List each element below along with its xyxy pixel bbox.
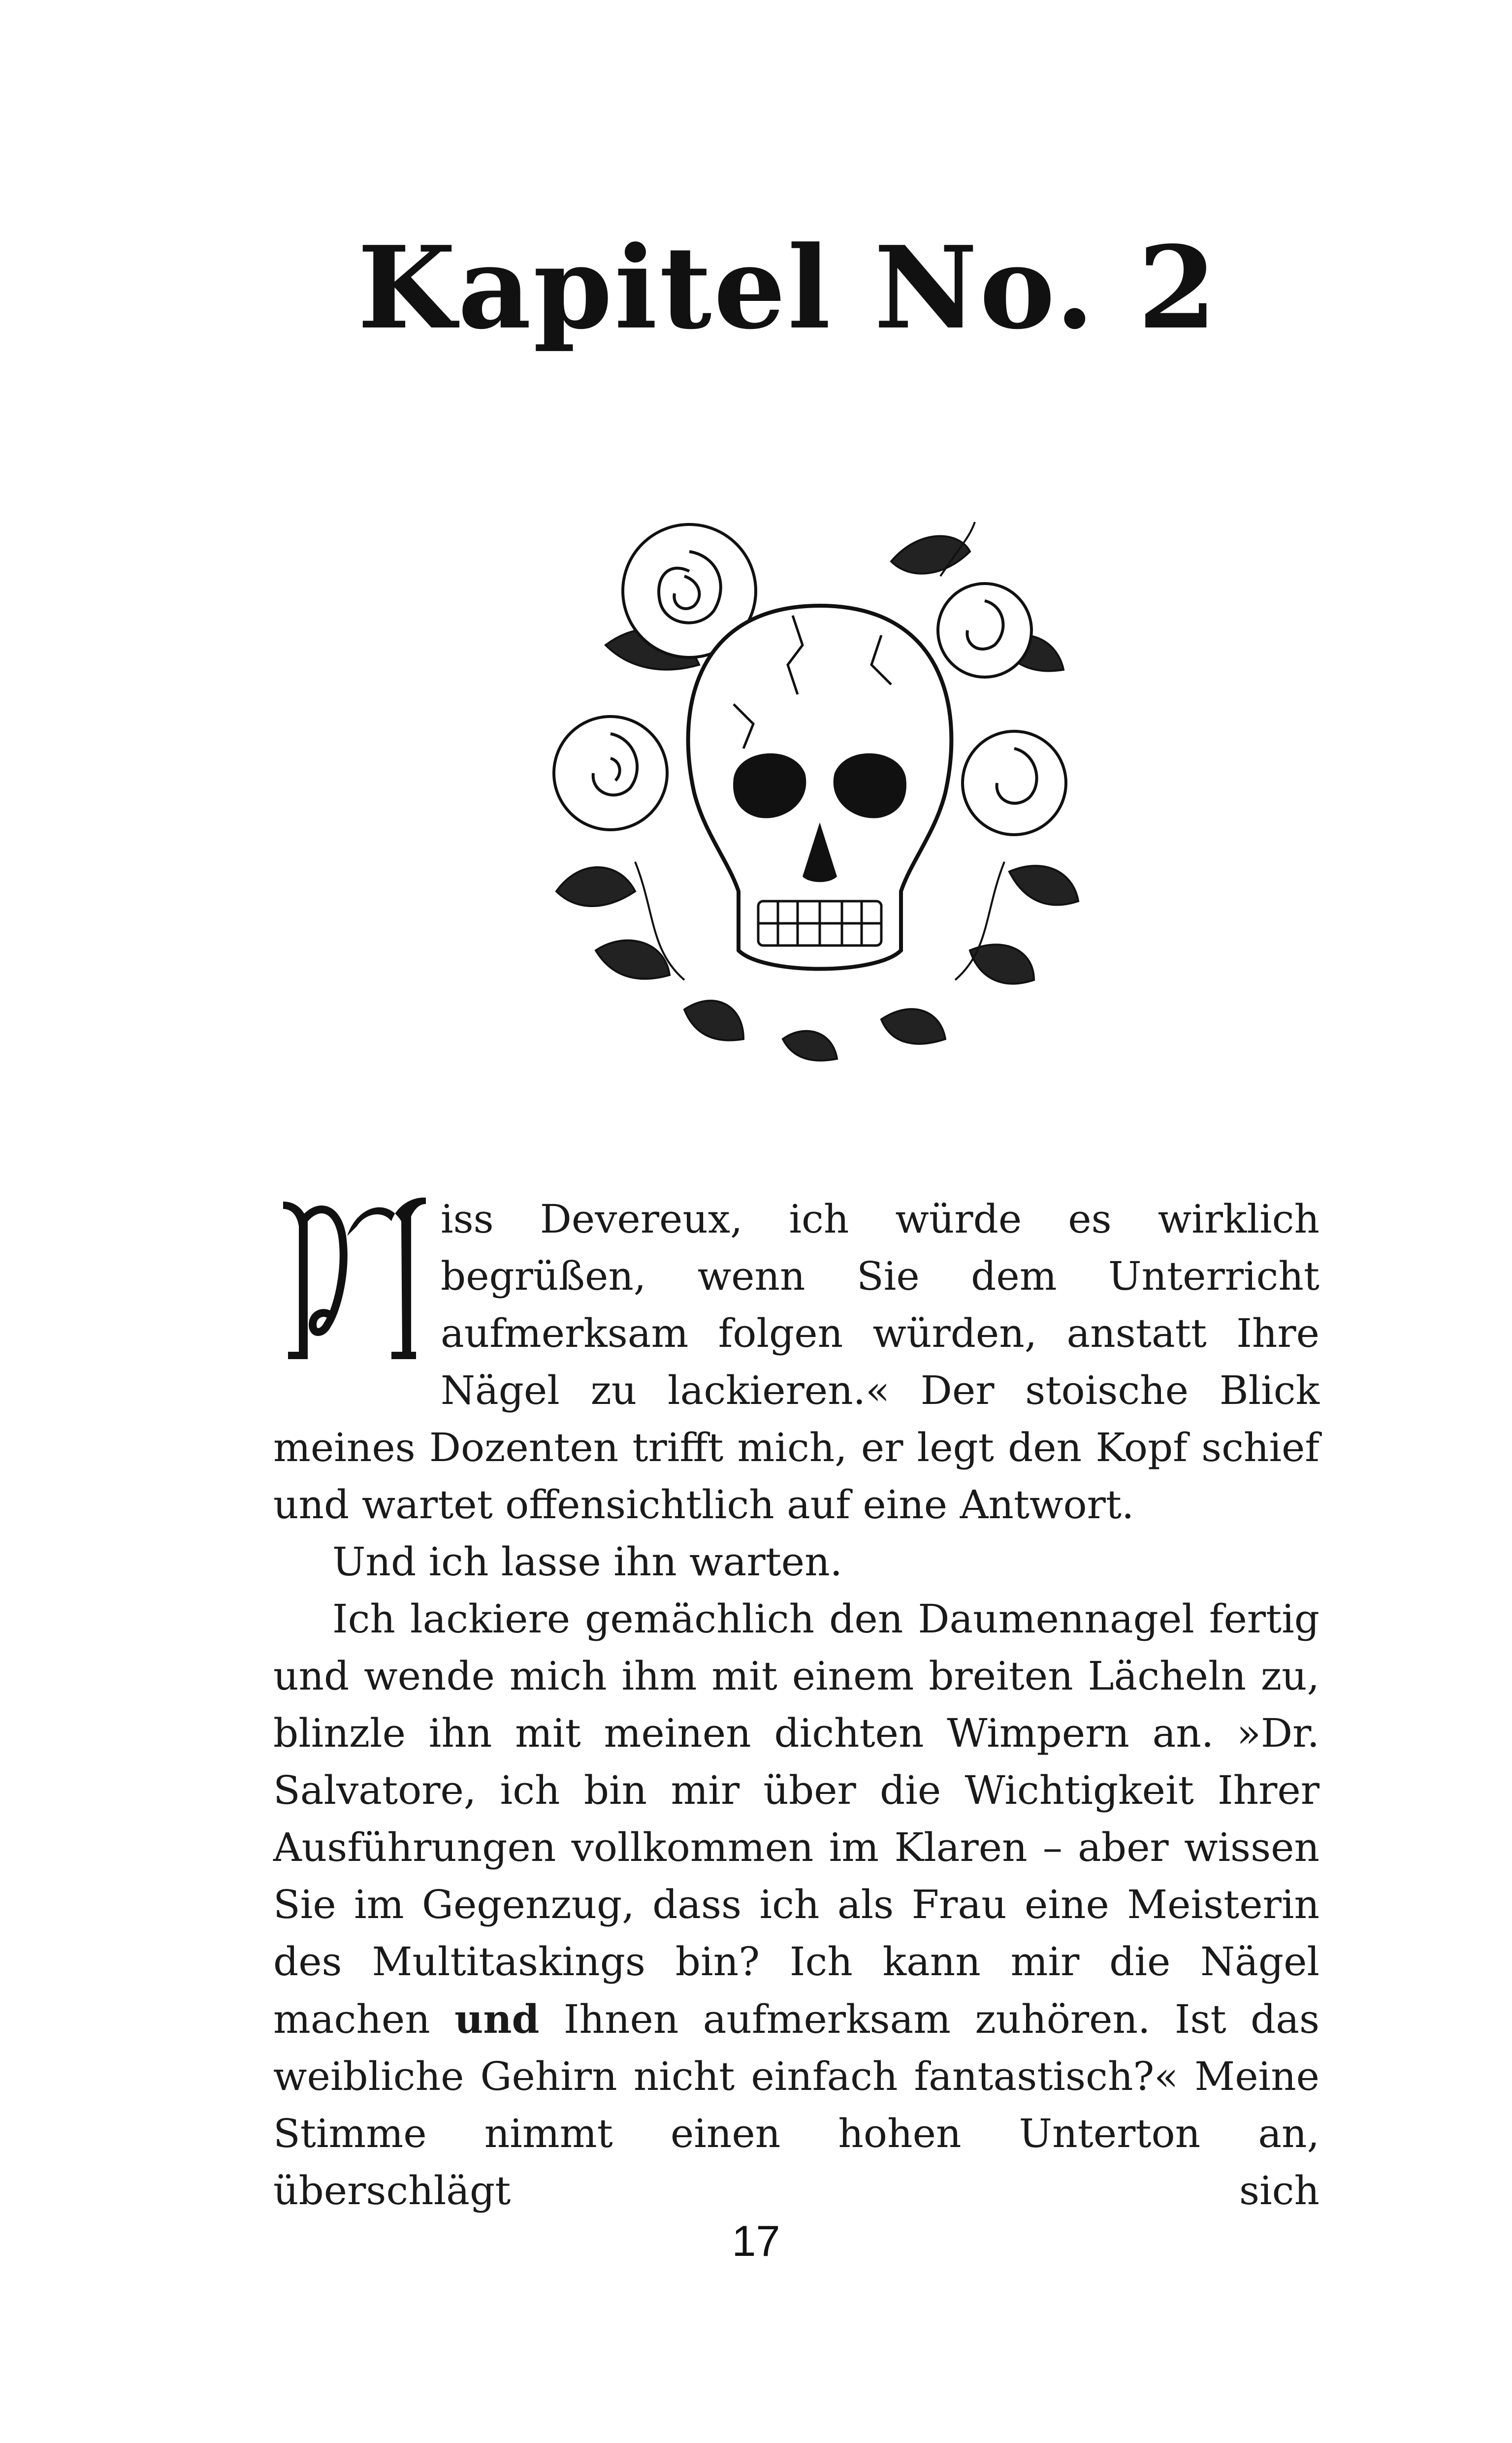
paragraph-3-text-b: Ihnen aufmerksam zuhören. Ist das weibliche Gehirn nicht einfach fantastisch?« Meine Stimme nimmt einen hohen Unterton an, überschlägt sich: [273, 1996, 1319, 2214]
chapter-body: [273, 1191, 1319, 2219]
dropcap-letter: [273, 1192, 431, 1369]
chapter-title: Kapitel No. 2: [357, 222, 1219, 355]
page-number: 17: [732, 2216, 780, 2265]
paragraph-1: iss Devereux, ich würde es wirklich begrüßen, wenn Sie dem Unterricht aufmerksam folgen würden, anstatt Ihre Nägel zu lackieren.« Der stoische Blick meines Dozenten trifft mich, er legt den Kopf schief und wartet offensichtlich auf eine Antwort.: [273, 1196, 1319, 1528]
skull-with-roses-illustration: [537, 517, 1103, 1083]
paragraph-3-bold-word: und: [454, 1996, 540, 2042]
paragraph-2: Und ich lasse ihn warten.: [332, 1539, 843, 1585]
dropcap-text: [273, 1192, 431, 1369]
paragraph-3: [273, 1591, 1319, 2219]
opening-paragraph-block: [273, 1191, 1319, 1533]
paragraph-3-text-a: Ich lackiere gemächlich den Daumennagel fertig und wende mich ihm mit einem breiten Lächeln zu, blinzle ihn mit meinen dichten Wimpern an. »Dr. Salvatore, ich bin mir über die Wichtigkeit Ihrer Ausführungen vollkommen im Klaren – aber wissen Sie im Gegenzug, dass ich als Frau eine Meisterin des Multitaskings bin? Ich kann mir die Nägel machen: [273, 1596, 1319, 2042]
